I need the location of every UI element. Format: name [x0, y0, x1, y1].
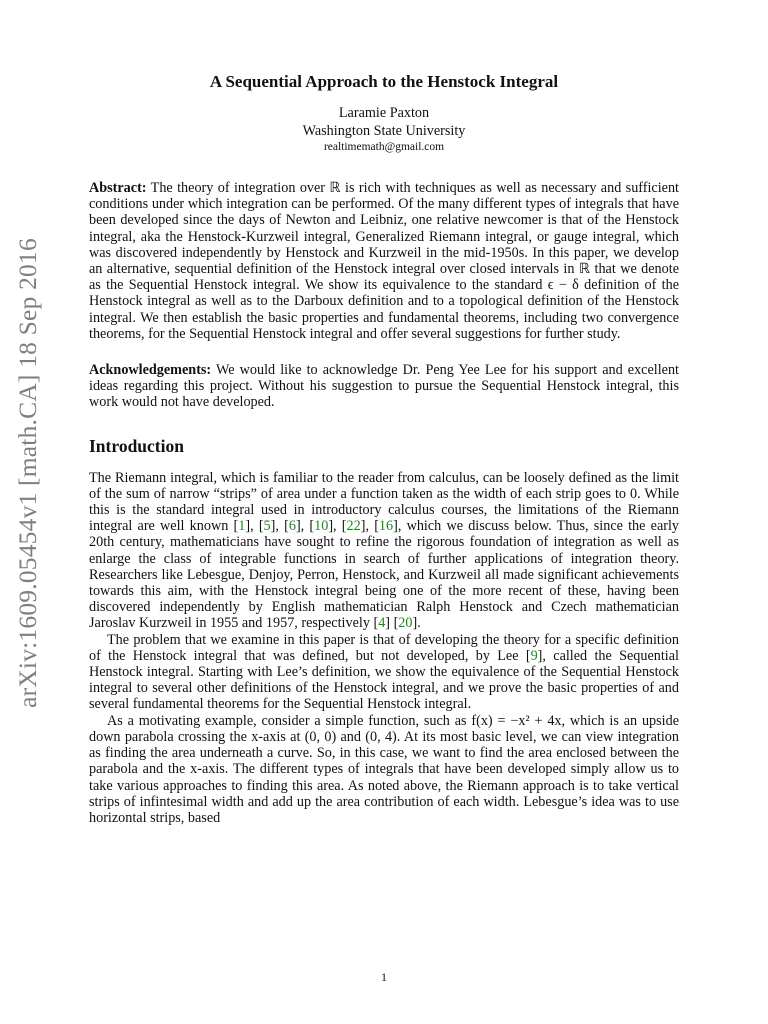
intro-paragraph-3: As a motivating example, consider a simple function, such as f(x) = −x² + 4x, which is an upside down parabola crossing the x-axis at (0, 0) and (0, 4). At its most basic level, we can view integration as finding the area underneath a curve. So, in this case, we want to find the area enclosed between the parabola and the x-axis. The different types of integrals that have been developed simply allow us to take various approaches to finding this area. As noted above, the Riemann approach is to take vertical strips of infintesimal width and add up the area contribution of each width. Lebesgue’s idea was to use horizontal strips, based [89, 712, 679, 826]
citation-link[interactable]: 20 [398, 615, 413, 632]
intro-p2-text-a: The problem that we examine in this paper is that of developing the theory for a specific definition of the Henstock integral that was defined, but not developed, by Lee [89, 631, 679, 664]
acknowledgements-text: We would like to acknowledge Dr. Peng Yee Lee for his support and excellent ideas regarding this project. Without his suggestion to pursue the Sequential Henstock integral, this work would not have developed. [89, 362, 679, 411]
abstract-text: The theory of integration over ℝ is rich with techniques as well as necessary and sufficient conditions under which integration can be performed. Of the many different types of integrals that have been developed since the days of Newton and Leibniz, one relative newcomer is that of the Henstock integral, aka the Henstock-Kurzweil integral, Generalized Riemann integral, or gauge integral, which was discovered independently by Henstock and Kurzweil in the mid-1950s. In this paper, we develop an alternative, sequential definition of the Henstock integral over closed intervals in ℝ that we denote as the Sequential Henstock integral. We show its equivalence to the standard ϵ − δ definition of the Henstock integral as well as to the Darboux definition and to a topological definition of the Henstock integral. We then establish the basic properties and fundamental theorems, including two convergence theorems, for the Sequential Henstock integral and offer several suggestions for further study. [89, 180, 679, 342]
citation-link[interactable]: 1 [238, 518, 246, 535]
acknowledgements-label: Acknowledgements: [89, 362, 212, 379]
author-email: realtimemath@gmail.com [323, 141, 445, 153]
citation-link[interactable]: 10 [314, 518, 329, 535]
citation-link[interactable]: 6 [288, 518, 296, 535]
citation-link[interactable]: 9 [530, 647, 538, 664]
intro-p2-text-b: , called the Sequential Henstock integral. Starting with Lee’s definition, we show the equivalence of the Sequential Henstock integral to several other definitions of the Henstock integral, and we prove the basic properties of and several fundamental theorems for the Sequential Henstock integral. [89, 647, 679, 713]
abstract-paragraph [89, 180, 679, 342]
section-heading-introduction: Introduction [89, 435, 184, 456]
citation-link[interactable]: 22 [346, 518, 361, 535]
citation-link[interactable]: 16 [378, 518, 394, 535]
abstract-label: Abstract: [89, 180, 147, 196]
citation-link[interactable]: 5 [263, 518, 271, 535]
acknowledgements-paragraph [89, 362, 679, 411]
intro-p1-text-b: , which we discuss below. Thus, since the early 20th century, mathematicians have sought to refine the rigorous foundation of integration as well as enlarge the class of integrable functions in search of further applications of integration theory. Researchers like Lebesgue, Denjoy, Perron, Henstock, and Kurzweil all made significant achievements towards this aim, with the Henstock integral being one of the more recent of these, having been discovered independently by English mathematician Ralph Henstock and Czech mathematician Jaroslav Kurzweil in 1955 and 1957, respectively [89, 518, 680, 632]
intro-paragraph-2: The problem that we examine in this paper is that of developing the theory for a specific definition of the Henstock integral that was defined, but not developed, by Lee [9], called the Sequential Henstock integral. Starting with Lee’s definition, we show the equivalence of the Sequential Henstock integral to several other definitions of the Henstock integral, and we prove the basic properties of and several fundamental theorems for the Sequential Henstock integral. [89, 631, 679, 713]
author-affiliation: Washington State University [302, 123, 466, 139]
arxiv-sidebar [8, 228, 48, 718]
paper-title: A Sequential Approach to the Henstock Integral [209, 72, 559, 91]
intro-paragraph-1: The Riemann integral, which is familiar to the reader from calculus, can be loosely defined as the limit of the sum of narrow “strips” of area under a function taken as the width of each strip goes to 0. While this is the standard integral used in introductory calculus courses, the limitations of the Riemann integral are well known [1], [5], [6], [10], [22], [16], which we discuss below. Thus, since the early 20th century, mathematicians have sought to refine the rigorous foundation of integration as well as enlarge the class of integrable functions in search of further applications of integration theory. Researchers like Lebesgue, Denjoy, Perron, Henstock, and Kurzweil all made significant achievements towards this aim, with the Henstock integral being one of the more recent of these, having been discovered independently by English mathematician Ralph Henstock and Czech mathematician Jaroslav Kurzweil in 1955 and 1957, respectively [4] [20]. [89, 469, 680, 632]
intro-p1-text-a: The Riemann integral, which is familiar to the reader from calculus, can be loosely defined as the limit of the sum of narrow “strips” of area under a function taken as the width of each strip goes to 0. While this is the standard integral used in introductory calculus courses, the limitations of the Riemann integral are well known [89, 469, 679, 535]
citation-link[interactable]: 4 [378, 615, 386, 632]
paper-page [89, 72, 679, 826]
author-name: Laramie Paxton [338, 105, 430, 121]
intro-p1-text-c: . [417, 615, 421, 632]
page-number: 1 [381, 970, 387, 984]
arxiv-identifier: arXiv:1609.05454v1 [math.CA] 18 Sep 2016 [13, 238, 42, 708]
